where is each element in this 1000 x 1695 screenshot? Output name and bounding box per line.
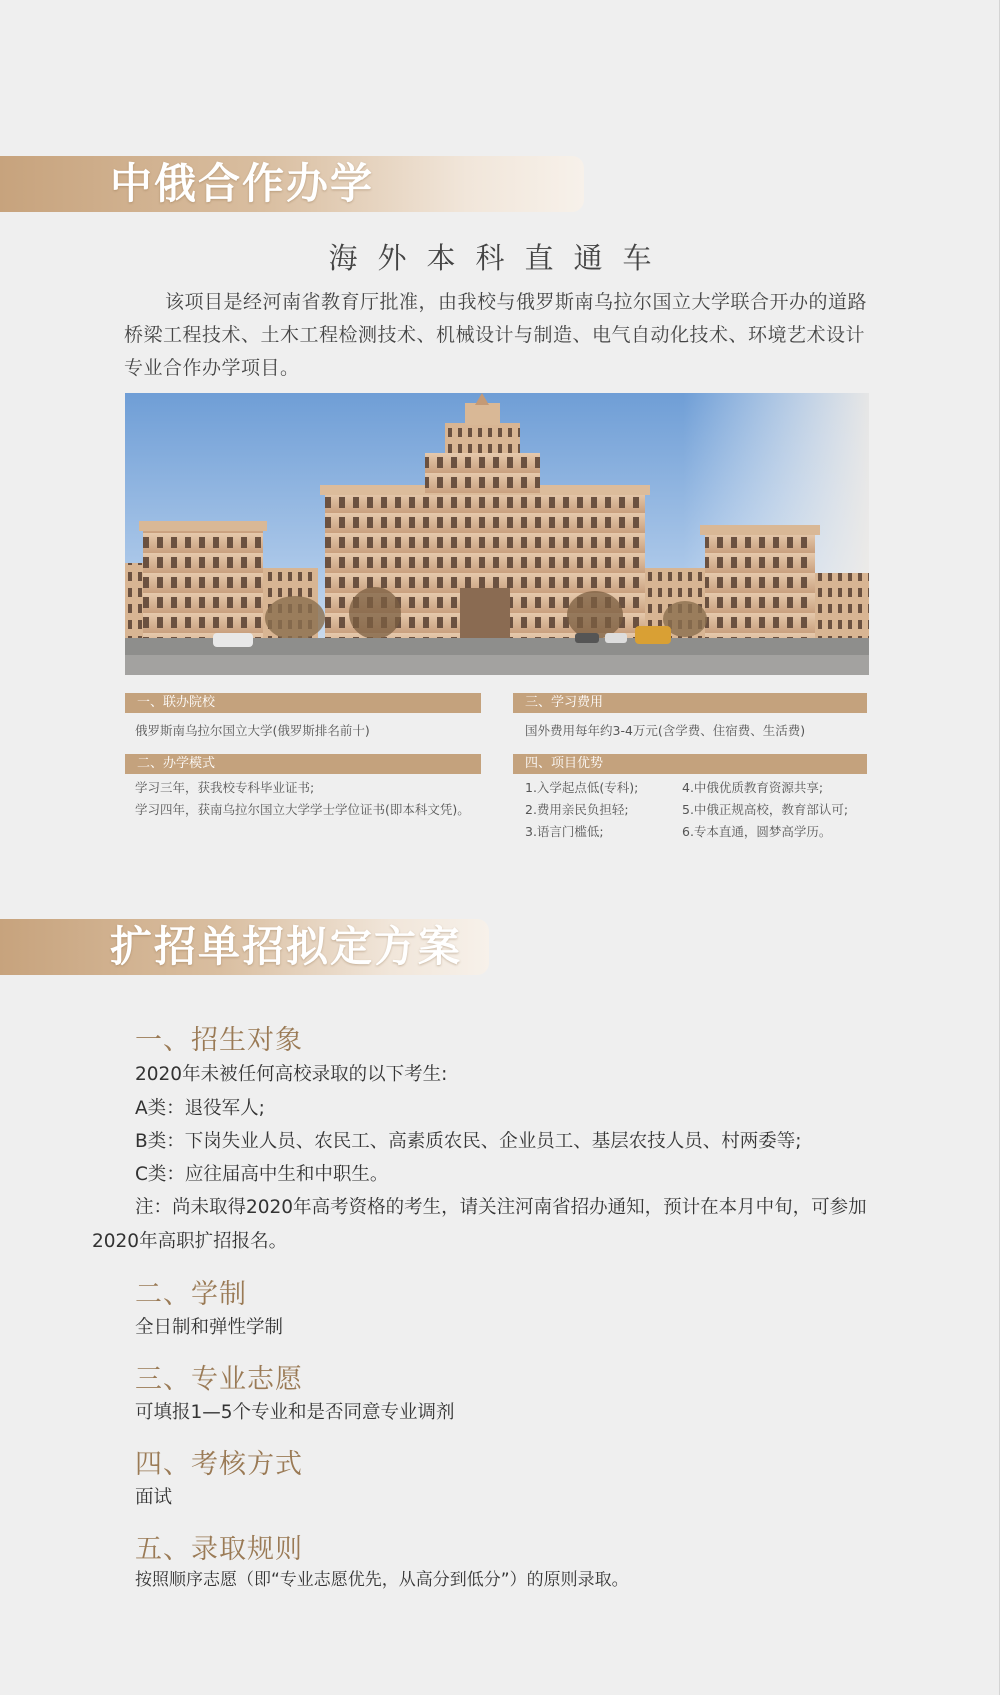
section-banner-cooperation [0, 156, 584, 212]
program-subtitle: 海外本科直通车 [328, 241, 672, 275]
system-text: 全日制和弹性学制 [135, 1317, 284, 1338]
university-building-photo [125, 393, 869, 675]
banner-title: 扩招单招拟定方案 [110, 922, 463, 971]
target-line: C类：应往届高中生和中职生。 [135, 1164, 389, 1185]
box-header-partner: 一、联办院校 [125, 693, 481, 713]
fees-text: 国外费用每年约3-4万元(含学费、住宿费、生活费) [525, 723, 806, 738]
advantage-item: 4.中俄优质教育资源共享; [682, 780, 824, 795]
building-illustration [125, 393, 869, 675]
advantages-col-2 [682, 777, 872, 843]
advantages-col-1 [525, 777, 675, 843]
target-line: B类：下岗失业人员、农民工、高素质农民、企业员工、基层农技人员、村两委等; [135, 1131, 802, 1152]
box-header-fees: 三、学习费用 [513, 693, 867, 713]
box-header-advantages: 四、项目优势 [513, 754, 867, 774]
advantage-item: 3.语言门槛低; [525, 824, 604, 839]
note-text: 注：尚未取得2020年高考资格的考生，请关注河南省招办通知，预计在本月中旬，可参加2020年高职扩招报名。 [92, 1197, 867, 1252]
heading-system: 二、学制 [135, 1279, 247, 1310]
mode-line: 学习三年，获我校专科毕业证书; [135, 780, 315, 795]
major-text: 可填报1—5个专业和是否同意专业调剂 [135, 1402, 455, 1423]
heading-exam: 四、考核方式 [135, 1449, 303, 1480]
advantage-item: 1.入学起点低(专科); [525, 780, 639, 795]
partner-text: 俄罗斯南乌拉尔国立大学(俄罗斯排名前十) [135, 723, 370, 738]
mode-line: 学习四年，获南乌拉尔国立大学学士学位证书(即本科文凭)。 [135, 802, 470, 817]
program-intro: 该项目是经河南省教育厅批准，由我校与俄罗斯南乌拉尔国立大学联合开办的道路桥梁工程技术、土木工程检测技术、机械设计与制造、电气自动化技术、环境艺术设计专业合作办学项目。 [124, 291, 868, 379]
exam-text: 面试 [135, 1487, 173, 1508]
target-line: 2020年未被任何高校录取的以下考生: [135, 1064, 448, 1085]
box-header-mode: 二、办学模式 [125, 754, 481, 774]
banner-title: 中俄合作办学 [110, 159, 375, 208]
mode-text [125, 777, 491, 821]
advantage-item: 5.中俄正规高校，教育部认可; [682, 802, 849, 817]
heading-target: 一、招生对象 [135, 1025, 303, 1056]
heading-rule: 五、录取规则 [135, 1534, 303, 1565]
heading-major: 三、专业志愿 [135, 1364, 303, 1395]
section-banner-enrollment [0, 919, 489, 975]
advantage-item: 6.专本直通，圆梦高学历。 [682, 824, 832, 839]
rule-text: 按照顺序志愿（即“专业志愿优先，从高分到低分”）的原则录取。 [135, 1570, 629, 1590]
target-line: A类：退役军人; [135, 1098, 265, 1119]
advantage-item: 2.费用亲民负担轻; [525, 802, 629, 817]
